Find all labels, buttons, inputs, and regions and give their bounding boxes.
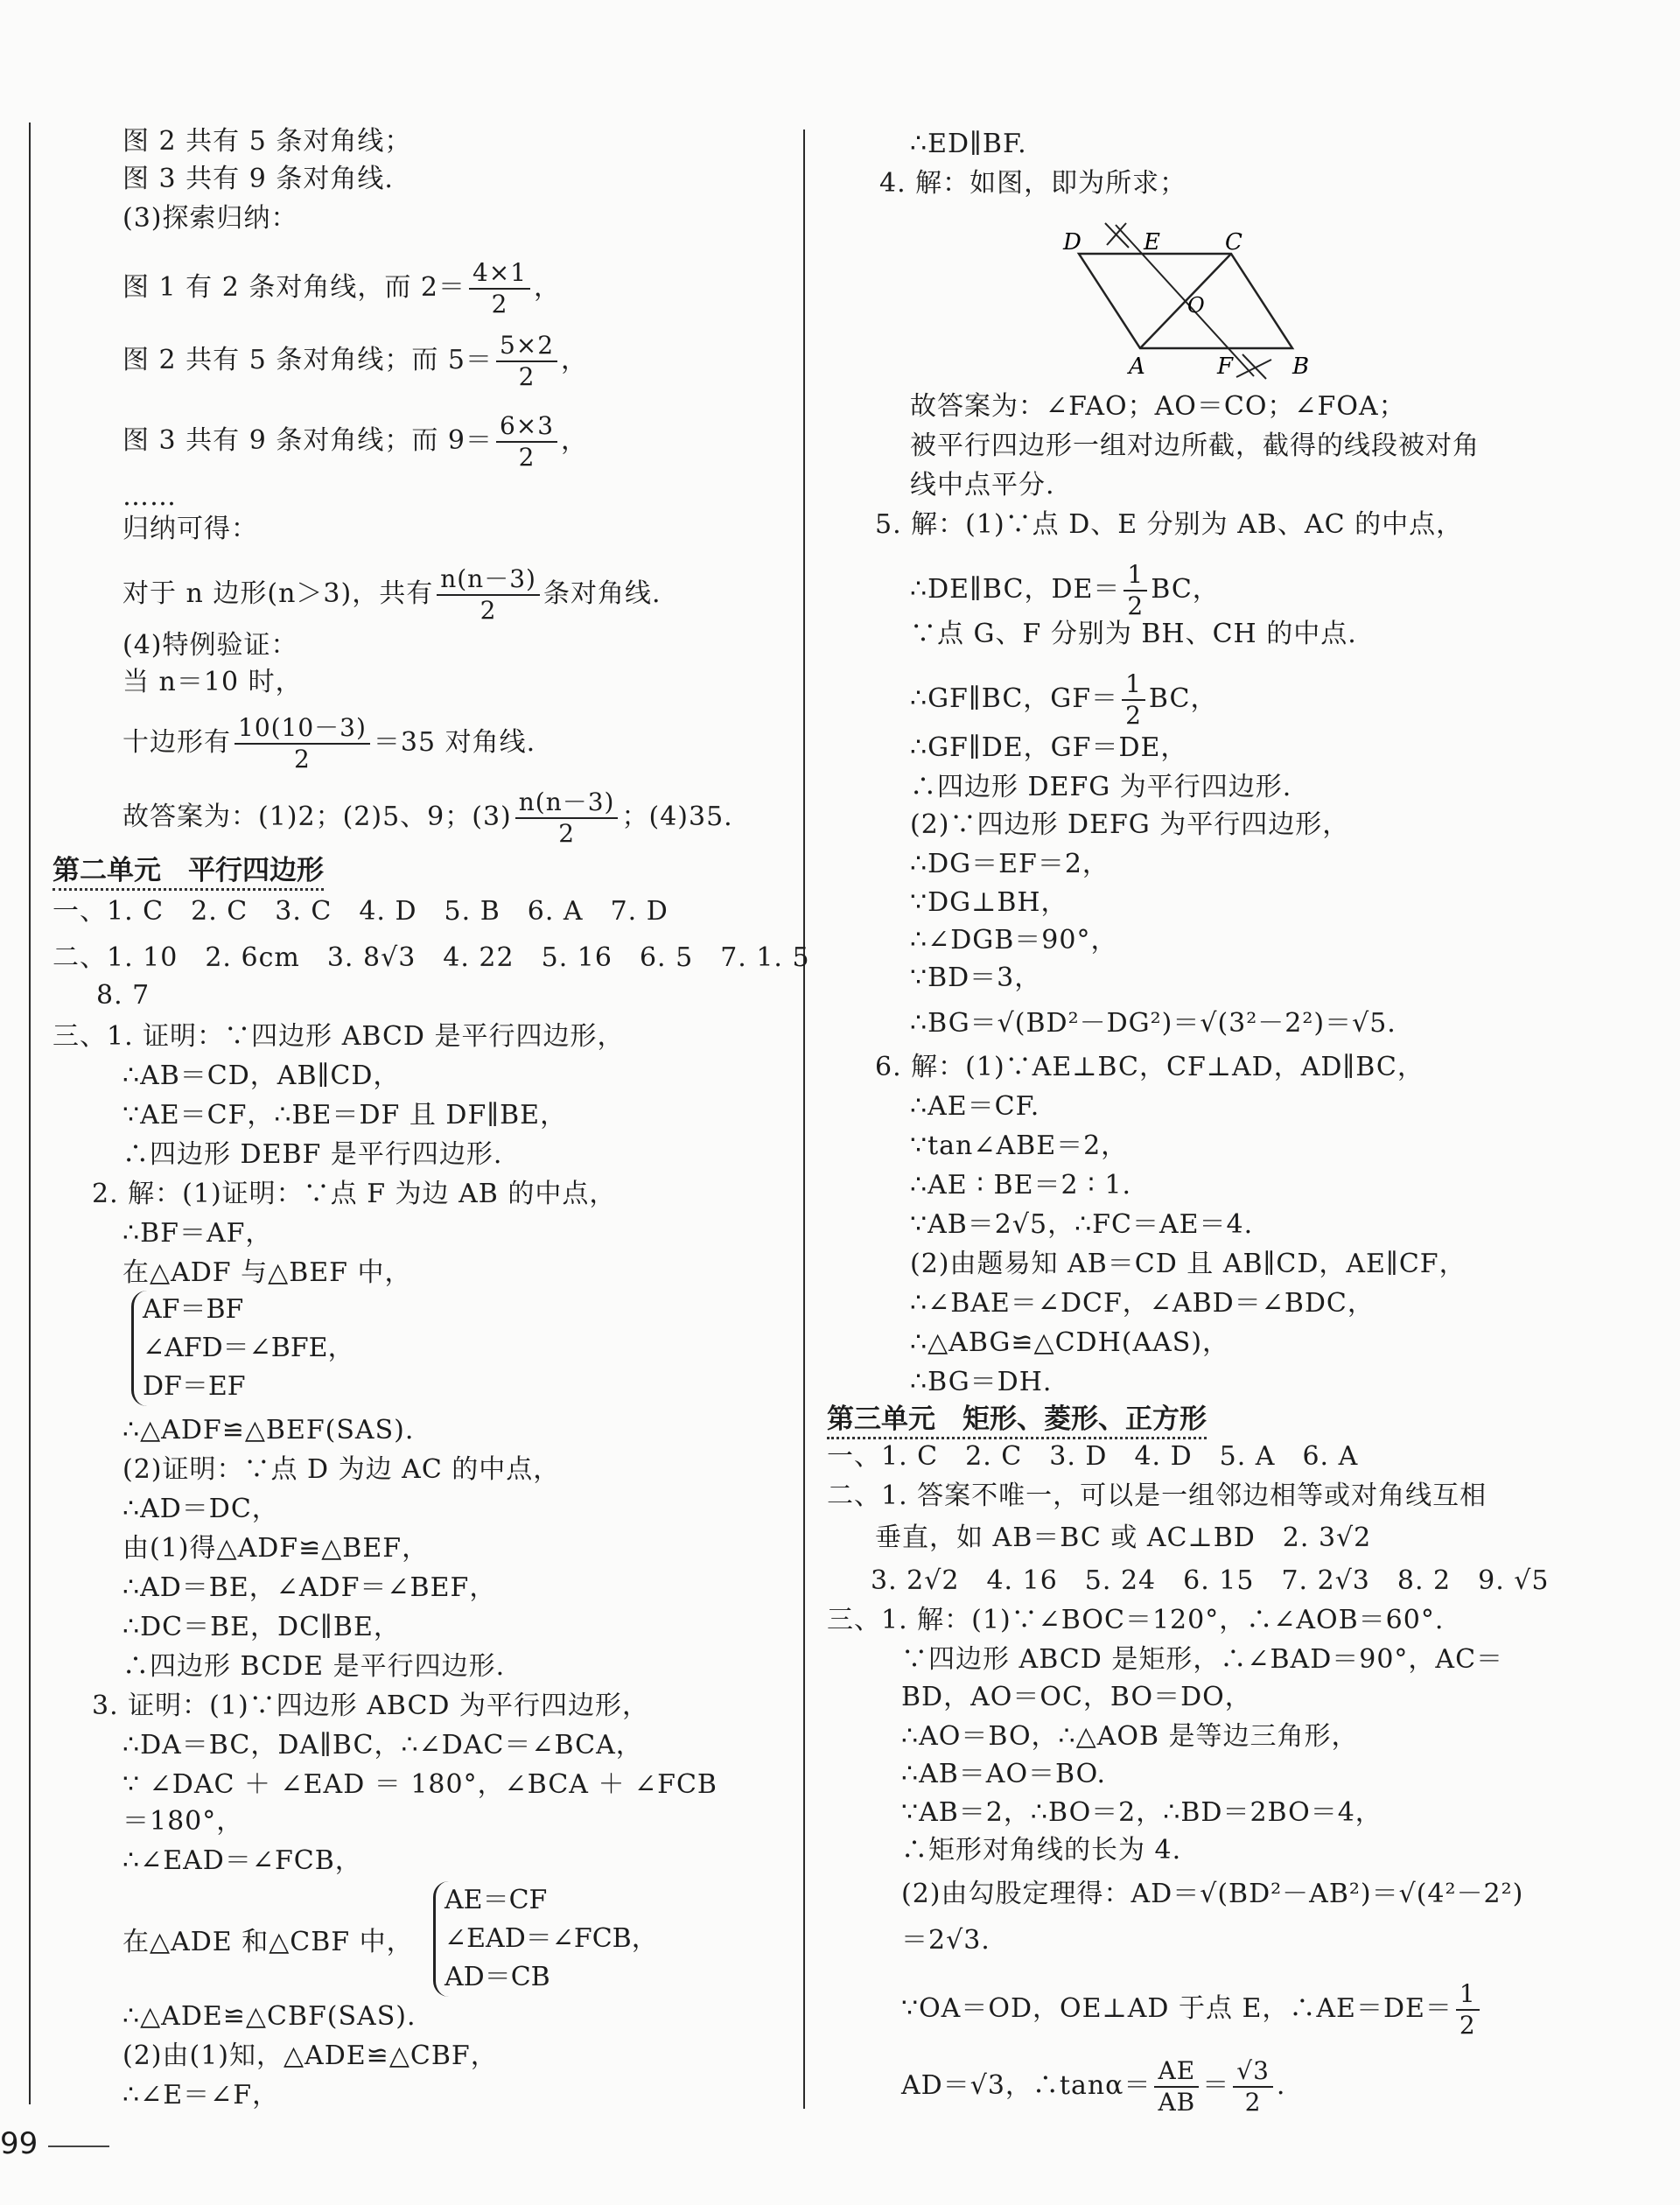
text-line: (2)证明：∵点 D 为边 AC 的中点， bbox=[122, 1454, 561, 1485]
text-line: ∴△ABG≌△CDH(AAS)， bbox=[910, 1327, 1230, 1358]
fraction-denominator: 2 bbox=[518, 443, 536, 472]
fraction-denominator: 2 bbox=[1244, 2088, 1262, 2117]
text-line: ∴BF＝AF， bbox=[122, 1218, 273, 1249]
fraction bbox=[1233, 2056, 1273, 2118]
unit3-fill-answers-cont: 垂直，如 AB＝BC 或 AC⊥BD 2. 3√2 bbox=[875, 1522, 1372, 1553]
text-span: ∴GF∥BC，GF＝ bbox=[910, 683, 1119, 714]
formula-line bbox=[122, 564, 662, 626]
text-line: ∴∠E＝∠F， bbox=[122, 2080, 280, 2110]
text-line: (4)特例验证： bbox=[122, 630, 298, 661]
fraction-numerator: 1 bbox=[1124, 560, 1147, 592]
fraction bbox=[496, 411, 557, 472]
text-line: 三、1. 证明：∵四边形 ABCD 是平行四边形， bbox=[52, 1021, 625, 1052]
text-line: (3)探索归纳： bbox=[122, 203, 298, 234]
fraction bbox=[1124, 560, 1147, 621]
fraction bbox=[1154, 2056, 1199, 2118]
page-number: 99 bbox=[0, 2126, 38, 2161]
fraction-numerator: 1 bbox=[1122, 669, 1145, 701]
label-b: B bbox=[1292, 354, 1310, 380]
text-line: 2. 解：(1)证明：∵点 F 为边 AB 的中点， bbox=[92, 1179, 617, 1209]
text-line: 图 3 共有 9 条对角线. bbox=[122, 164, 394, 194]
unit3-heading: 第三单元 矩形、菱形、正方形 bbox=[827, 1402, 1207, 1439]
text-line: ∴GF∥DE，GF＝DE， bbox=[910, 732, 1188, 763]
text-line: ∴△ADE≌△CBF(SAS). bbox=[122, 2001, 416, 2032]
text-line: ∴∠EAD＝∠FCB， bbox=[122, 1845, 362, 1876]
text-line: ∴AE ∶ BE＝2 ∶ 1. bbox=[910, 1170, 1132, 1200]
formula-line bbox=[122, 788, 733, 849]
text-line: ∵ ∠DAC ＋ ∠EAD ＝ 180°，∠BCA ＋ ∠FCB bbox=[122, 1769, 718, 1800]
unit2-mc-answers: 一、1. C 2. C 3. C 4. D 5. B 6. A 7. D bbox=[52, 896, 668, 927]
text-span: AD＝√3，∴tanα＝ bbox=[901, 2070, 1152, 2101]
text-line: 故答案为：∠FAO；AO＝CO；∠FOA； bbox=[910, 391, 1406, 422]
text-line: ∴AE＝CF. bbox=[910, 1091, 1040, 1122]
text-line: ∵DG⊥BH， bbox=[910, 887, 1068, 918]
text-line: BD，AO＝OC，BO＝DO， bbox=[901, 1682, 1252, 1712]
text-line: ∴AB＝AO＝BO. bbox=[901, 1759, 1107, 1789]
fraction-numerator: 6×3 bbox=[496, 411, 557, 443]
text-span: ；(4)35. bbox=[621, 802, 733, 832]
formula-line: 图 1 有 2 条对角线，而 2＝ $\frac{4\times 1}{2}$ ， bbox=[122, 258, 562, 318]
text-line: ∴DC＝BE，DC∥BE， bbox=[122, 1612, 401, 1642]
formula-line bbox=[122, 713, 536, 774]
text-line: ∴四边形 DEBF 是平行四边形. bbox=[122, 1139, 503, 1170]
text-line: ＝180°， bbox=[122, 1806, 244, 1837]
text-line: 4. 解：如图，即为所求； bbox=[879, 168, 1187, 199]
fraction bbox=[1122, 669, 1145, 731]
text-line: 在△ADF 与△BEF 中， bbox=[122, 1257, 412, 1288]
formula-line: AD＝√3，∴tanα＝ $\frac{AE}{AB}$ ＝ $\frac{√3}{2}$ . bbox=[901, 2056, 1286, 2117]
text-line: ∴AO＝BO，∴△AOB 是等边三角形， bbox=[901, 1721, 1359, 1752]
text-line: (2)由题易知 AB＝CD 且 AB∥CD，AE∥CF， bbox=[910, 1249, 1466, 1279]
label-f: F bbox=[1217, 354, 1234, 380]
text-line: ∵AB＝2√5，∴FC＝AE＝4. bbox=[910, 1209, 1254, 1240]
fraction-numerator: n(n－3) bbox=[437, 564, 540, 596]
text-span: 图 3 共有 9 条对角线；而 9＝ bbox=[122, 425, 493, 456]
text-line: ∴BG＝√(BD²－DG²)＝√(3²－2²)＝√5. bbox=[910, 1008, 1396, 1039]
text-line: 三、1. 解：(1)∵∠BOC＝120°，∴∠AOB＝60°. bbox=[827, 1605, 1445, 1635]
fraction-denominator: 2 bbox=[294, 745, 311, 774]
equation-system bbox=[433, 1881, 658, 1997]
text-span: 十边形有 bbox=[122, 727, 231, 758]
text-span: ∵OA＝OD，OE⊥AD 于点 E，∴AE＝DE＝ bbox=[901, 1993, 1452, 2024]
fraction-numerator: n(n－3) bbox=[515, 788, 619, 819]
label-d: D bbox=[1063, 229, 1082, 256]
fraction-numerator: AE bbox=[1154, 2056, 1199, 2088]
equation-row: AD＝CB bbox=[444, 1962, 550, 1992]
fraction-denominator: 2 bbox=[1125, 701, 1142, 730]
text-line: 归纳可得： bbox=[122, 514, 258, 544]
formula-line: 图 2 共有 5 条对角线；而 5＝ $\frac{5\times 2}{2}$ ， bbox=[122, 331, 589, 391]
fraction-denominator: 2 bbox=[558, 819, 576, 848]
fraction-numerator: 4×1 bbox=[469, 258, 530, 290]
text-line: ∴AD＝BE，∠ADF＝∠BEF， bbox=[122, 1572, 497, 1603]
text-span: 条对角线. bbox=[542, 578, 662, 609]
equation-system bbox=[131, 1291, 354, 1406]
left-margin-rule bbox=[29, 122, 31, 2104]
label-e: E bbox=[1144, 229, 1160, 256]
text-line: ∴AD＝DC， bbox=[122, 1494, 279, 1524]
text-line: (2)∵四边形 DEFG 为平行四边形， bbox=[910, 809, 1350, 840]
unit2-heading: 第二单元 平行四边形 bbox=[52, 853, 324, 891]
parallelogram-figure bbox=[1046, 206, 1326, 389]
formula-line: 图 3 共有 9 条对角线；而 9＝ $\frac{6\times 3}{2}$ ， bbox=[122, 411, 589, 472]
unit3-mc-answers: 一、1. C 2. C 3. D 4. D 5. A 6. A bbox=[827, 1441, 1359, 1472]
text-span: 对于 n 边形(n＞3)，共有 bbox=[122, 578, 434, 609]
label-c: C bbox=[1225, 229, 1242, 256]
unit2-fill-answers-cont: 8. 7 bbox=[96, 980, 150, 1011]
text-line: ∴DA＝BC，DA∥BC，∴∠DAC＝∠BCA， bbox=[122, 1730, 643, 1760]
text-span: 故答案为：(1)2；(2)5、9；(3) bbox=[122, 802, 512, 832]
text-span: 图 1 有 2 条对角线，而 2＝ bbox=[122, 272, 466, 303]
fraction-denominator: 2 bbox=[491, 290, 508, 318]
fraction-numerator: √3 bbox=[1233, 2056, 1273, 2088]
text-span: ＝35 对角线. bbox=[373, 727, 536, 758]
text-line: ∴△ADF≌△BEF(SAS). bbox=[122, 1415, 415, 1446]
fraction-numerator: 5×2 bbox=[496, 331, 557, 362]
equation-row: ∠EAD＝∠FCB， bbox=[444, 1923, 658, 1954]
formula-line bbox=[901, 1979, 1483, 2040]
fraction bbox=[515, 788, 619, 849]
text-line: 被平行四边形一组对边所截，截得的线段被对角 bbox=[910, 430, 1480, 461]
fraction-denominator: 2 bbox=[1459, 2011, 1476, 2040]
text-line: ∴矩形对角线的长为 4. bbox=[901, 1835, 1182, 1866]
text-line: 5. 解：(1)∵点 D、E 分别为 AB、AC 的中点， bbox=[875, 509, 1464, 540]
text-line: (2)由(1)知，△ADE≌△CBF， bbox=[122, 2040, 498, 2071]
text-span: BC， bbox=[1148, 683, 1218, 714]
unit2-fill-answers: 二、1. 10 2. 6cm 3. 8√3 4. 22 5. 16 6. 5 7. 1. 5 bbox=[52, 942, 810, 973]
fraction bbox=[1456, 1979, 1480, 2040]
text-line: ∴AB＝CD，AB∥CD， bbox=[122, 1060, 401, 1091]
text-line: ∴四边形 DEFG 为平行四边形. bbox=[910, 772, 1292, 802]
equation-row: AE＝CF bbox=[444, 1885, 548, 1915]
equation-row: AF＝BF bbox=[143, 1294, 244, 1325]
text-span: 图 2 共有 5 条对角线；而 5＝ bbox=[122, 345, 493, 375]
fraction-denominator: 2 bbox=[518, 362, 536, 391]
formula-line bbox=[910, 560, 1220, 621]
fraction-denominator: 2 bbox=[1127, 592, 1144, 620]
text-line: (2)由勾股定理得：AD＝√(BD²－AB²)＝√(4²－2²) bbox=[901, 1879, 1524, 1909]
text-line: ∵四边形 ABCD 是矩形，∴∠BAD＝90°，AC＝ bbox=[901, 1644, 1504, 1675]
text-line: 当 n＝10 时， bbox=[122, 667, 303, 697]
fraction-numerator: 10(10－3) bbox=[234, 713, 370, 745]
column-divider bbox=[803, 130, 805, 2109]
label-a: A bbox=[1129, 354, 1145, 380]
equation-row: DF＝EF bbox=[143, 1371, 246, 1402]
fraction bbox=[496, 331, 557, 392]
text-line: ＝2√3. bbox=[901, 1925, 990, 1956]
text-line: 线中点平分. bbox=[910, 470, 1055, 500]
text-line: ∴四边形 BCDE 是平行四边形. bbox=[122, 1651, 506, 1682]
text-line: ∴∠DGB＝90°， bbox=[910, 925, 1118, 956]
text-span: ＝ bbox=[1202, 2070, 1230, 2101]
text-span: BC， bbox=[1151, 574, 1220, 605]
text-span: ∴DE∥BC，DE＝ bbox=[910, 574, 1121, 605]
text-line: 在△ADE 和△CBF 中， bbox=[122, 1927, 414, 1957]
text-line: ∵tan∠ABE＝2， bbox=[910, 1130, 1129, 1161]
page-number-rule bbox=[48, 2146, 109, 2147]
formula-line bbox=[910, 669, 1217, 731]
text-line: 由(1)得△ADF≌△BEF， bbox=[122, 1533, 430, 1564]
fraction bbox=[469, 258, 530, 319]
fraction-denominator: 2 bbox=[480, 596, 497, 625]
text-line: ∵AB＝2，∴BO＝2，∴BD＝2BO＝4， bbox=[901, 1797, 1382, 1828]
unit3-fill-answers: 二、1. 答案不唯一，可以是一组邻边相等或对角线互相 bbox=[827, 1480, 1488, 1511]
text-line: 6. 解：(1)∵AE⊥BC，CF⊥AD，AD∥BC， bbox=[875, 1052, 1424, 1082]
text-line: 3. 证明：(1)∵四边形 ABCD 为平行四边形， bbox=[92, 1690, 650, 1721]
text-line: ∴ED∥BF. bbox=[910, 129, 1027, 159]
text-line: ∴DG＝EF＝2， bbox=[910, 849, 1110, 879]
label-o: O bbox=[1187, 293, 1205, 318]
fraction-numerator: 1 bbox=[1456, 1979, 1480, 2011]
text-line: ∵BD＝3， bbox=[910, 962, 1042, 993]
fraction bbox=[437, 564, 540, 626]
equation-row: ∠AFD＝∠BFE， bbox=[143, 1333, 354, 1363]
text-line: 图 2 共有 5 条对角线； bbox=[122, 126, 412, 157]
text-line: ∵点 G、F 分别为 BH、CH 的中点. bbox=[910, 619, 1357, 649]
text-line: ∴∠BAE＝∠DCF，∠ABD＝∠BDC， bbox=[910, 1288, 1375, 1319]
unit3-fill-answers-cont: 3. 2√2 4. 16 5. 24 6. 15 7. 2√3 8. 2 9. √5 bbox=[871, 1565, 1550, 1596]
fraction-denominator: AB bbox=[1158, 2088, 1196, 2117]
text-line: ∴BG＝DH. bbox=[910, 1367, 1053, 1397]
text-line: …… bbox=[122, 481, 177, 512]
text-line: ∵AE＝CF，∴BE＝DF 且 DF∥BE， bbox=[122, 1100, 568, 1130]
fraction bbox=[234, 713, 370, 774]
